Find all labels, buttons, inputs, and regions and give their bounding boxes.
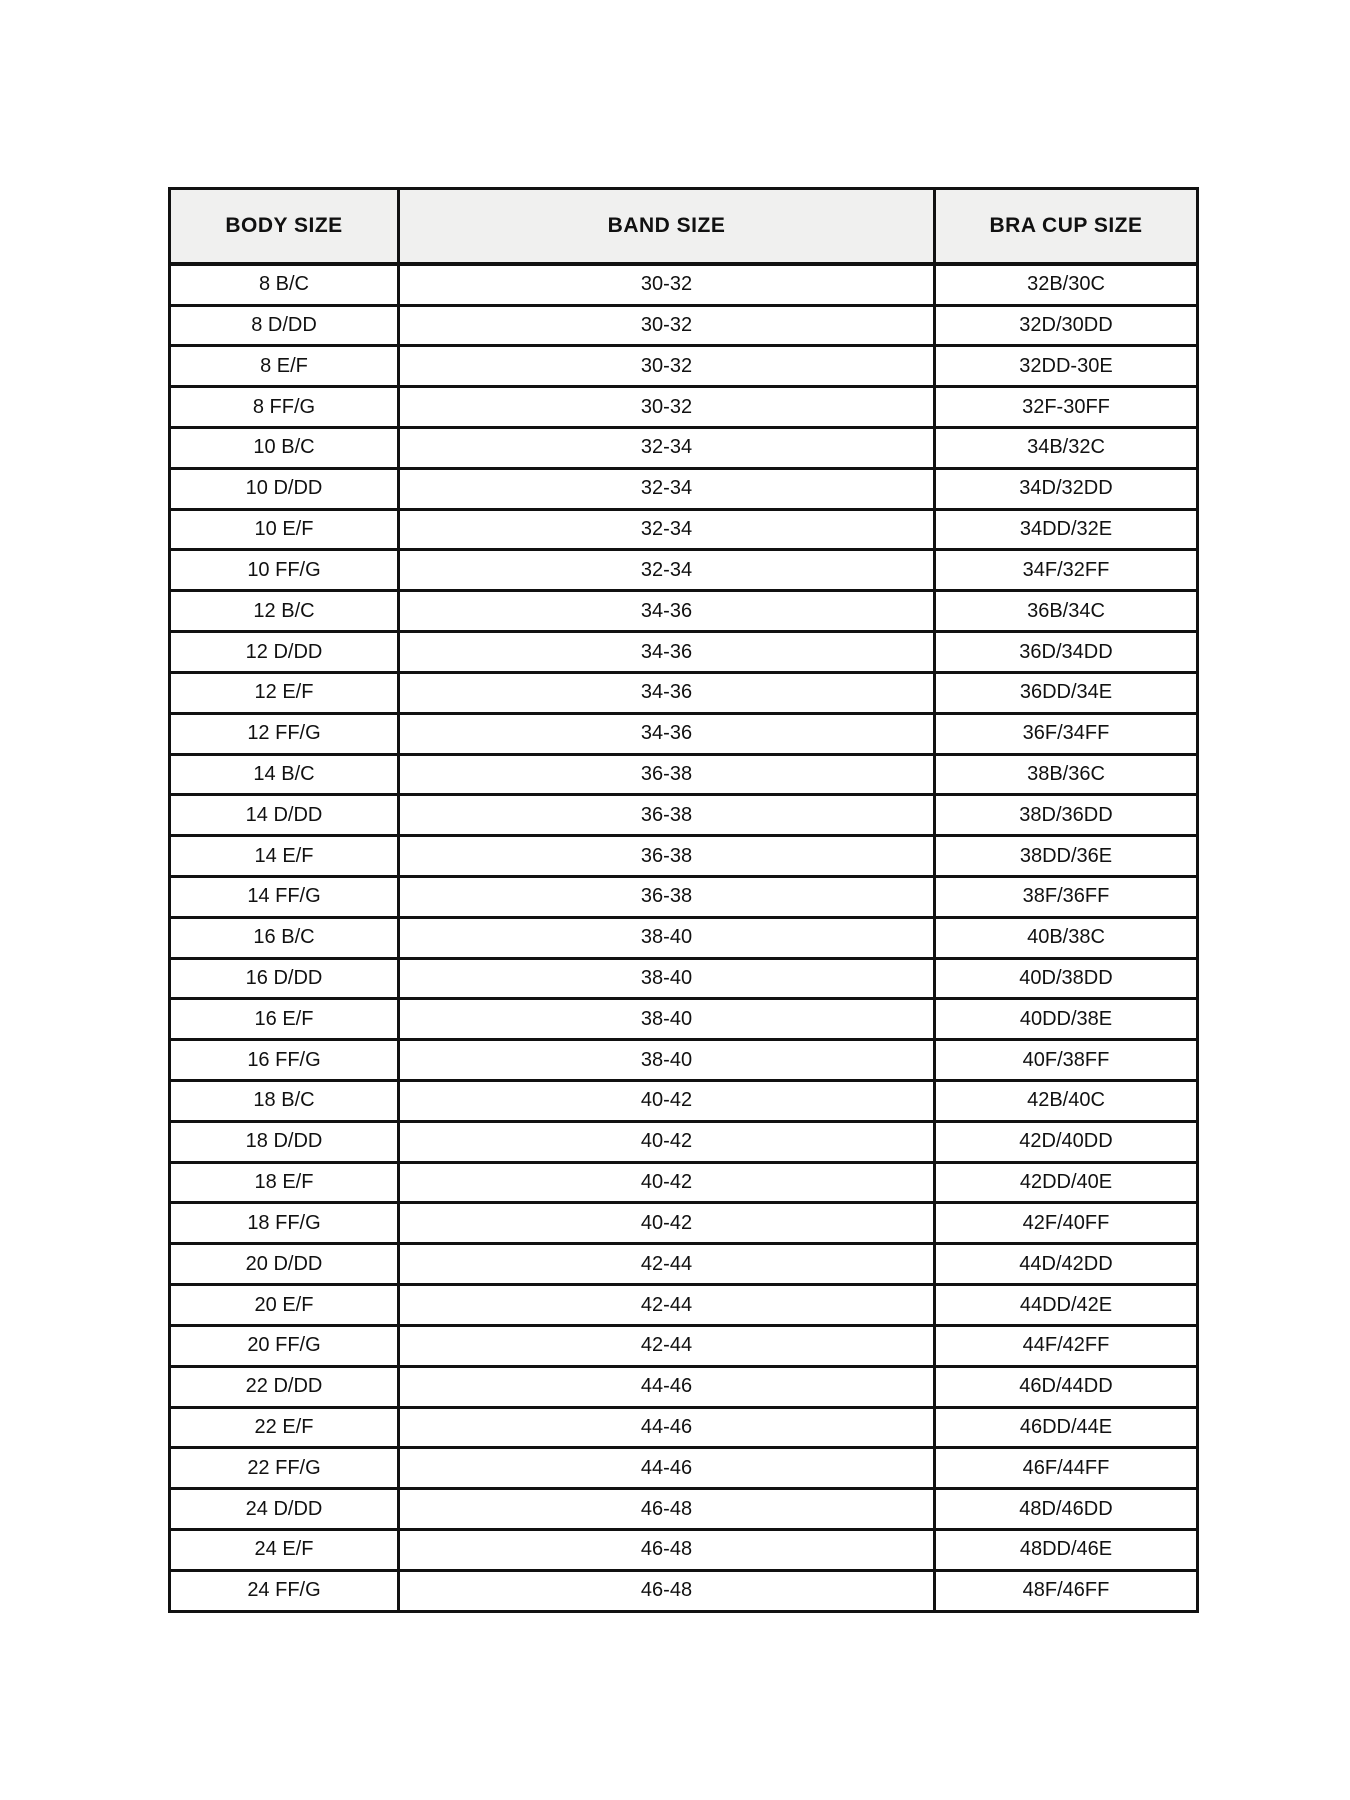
- bra-cup-size-cell: 34B/32C: [935, 428, 1198, 469]
- table-row: [170, 1162, 1198, 1203]
- body-size-cell: 20 D/DD: [170, 1244, 399, 1285]
- band-size-cell: 36-38: [399, 795, 935, 836]
- band-size-cell: 44-46: [399, 1366, 935, 1407]
- body-size-cell: 12 D/DD: [170, 632, 399, 673]
- body-size-cell: 24 FF/G: [170, 1570, 399, 1611]
- body-size-cell: 14 D/DD: [170, 795, 399, 836]
- band-size-cell: 44-46: [399, 1448, 935, 1489]
- bra-cup-size-cell: 42B/40C: [935, 1081, 1198, 1122]
- body-size-cell: 18 B/C: [170, 1081, 399, 1122]
- band-size-cell: 32-34: [399, 509, 935, 550]
- bra-cup-size-cell: 42D/40DD: [935, 1121, 1198, 1162]
- table-row: [170, 1121, 1198, 1162]
- band-size-cell: 42-44: [399, 1325, 935, 1366]
- bra-cup-size-cell: 32B/30C: [935, 264, 1198, 306]
- band-size-cell: 34-36: [399, 632, 935, 673]
- bra-cup-size-cell: 46DD/44E: [935, 1407, 1198, 1448]
- table-row: [170, 713, 1198, 754]
- bra-cup-size-cell: 34DD/32E: [935, 509, 1198, 550]
- body-size-cell: 12 FF/G: [170, 713, 399, 754]
- size-chart: [168, 187, 1196, 1613]
- table-row: [170, 428, 1198, 469]
- table-body: [170, 264, 1198, 1612]
- table-row: [170, 1366, 1198, 1407]
- body-size-cell: 8 B/C: [170, 264, 399, 306]
- table-row: [170, 468, 1198, 509]
- body-size-cell: 10 FF/G: [170, 550, 399, 591]
- bra-cup-size-cell: 44D/42DD: [935, 1244, 1198, 1285]
- table-row: [170, 305, 1198, 346]
- bra-cup-size-cell: 46D/44DD: [935, 1366, 1198, 1407]
- band-size-cell: 34-36: [399, 591, 935, 632]
- body-size-cell: 10 E/F: [170, 509, 399, 550]
- bra-cup-size-cell: 36F/34FF: [935, 713, 1198, 754]
- table-row: [170, 1448, 1198, 1489]
- band-size-cell: 30-32: [399, 264, 935, 306]
- bra-cup-size-cell: 32F-30FF: [935, 387, 1198, 428]
- table-row: [170, 672, 1198, 713]
- bra-cup-size-cell: 42F/40FF: [935, 1203, 1198, 1244]
- bra-cup-size-cell: 40DD/38E: [935, 999, 1198, 1040]
- body-size-cell: 18 FF/G: [170, 1203, 399, 1244]
- band-size-cell: 46-48: [399, 1570, 935, 1611]
- body-size-cell: 16 B/C: [170, 917, 399, 958]
- body-size-cell: 24 D/DD: [170, 1489, 399, 1530]
- band-size-cell: 38-40: [399, 1040, 935, 1081]
- band-size-cell: 40-42: [399, 1203, 935, 1244]
- table-row: [170, 1040, 1198, 1081]
- bra-cup-size-cell: 32DD-30E: [935, 346, 1198, 387]
- body-size-cell: 22 D/DD: [170, 1366, 399, 1407]
- table-row: [170, 917, 1198, 958]
- table-row: [170, 1407, 1198, 1448]
- band-size-cell: 36-38: [399, 836, 935, 877]
- table-row: [170, 387, 1198, 428]
- body-size-cell: 22 E/F: [170, 1407, 399, 1448]
- body-size-cell: 10 B/C: [170, 428, 399, 469]
- bra-cup-size-cell: 38DD/36E: [935, 836, 1198, 877]
- band-size-cell: 40-42: [399, 1121, 935, 1162]
- band-size-cell: 30-32: [399, 346, 935, 387]
- table-row: [170, 999, 1198, 1040]
- body-size-cell: 16 FF/G: [170, 1040, 399, 1081]
- bra-cup-size-cell: 42DD/40E: [935, 1162, 1198, 1203]
- band-size-cell: 36-38: [399, 876, 935, 917]
- column-header-body-size: BODY SIZE: [170, 189, 399, 264]
- body-size-cell: 20 E/F: [170, 1285, 399, 1326]
- table-row: [170, 754, 1198, 795]
- bra-cup-size-cell: 36DD/34E: [935, 672, 1198, 713]
- body-size-cell: 8 E/F: [170, 346, 399, 387]
- body-size-cell: 24 E/F: [170, 1529, 399, 1570]
- body-size-cell: 8 FF/G: [170, 387, 399, 428]
- band-size-cell: 34-36: [399, 713, 935, 754]
- band-size-cell: 42-44: [399, 1244, 935, 1285]
- body-size-cell: 18 E/F: [170, 1162, 399, 1203]
- bra-cup-size-cell: 38B/36C: [935, 754, 1198, 795]
- body-size-cell: 14 FF/G: [170, 876, 399, 917]
- bra-cup-size-cell: 32D/30DD: [935, 305, 1198, 346]
- bra-cup-size-cell: 40D/38DD: [935, 958, 1198, 999]
- size-chart-table: [168, 187, 1199, 1613]
- band-size-cell: 32-34: [399, 550, 935, 591]
- band-size-cell: 30-32: [399, 305, 935, 346]
- table-row: [170, 836, 1198, 877]
- band-size-cell: 32-34: [399, 428, 935, 469]
- body-size-cell: 16 E/F: [170, 999, 399, 1040]
- body-size-cell: 14 E/F: [170, 836, 399, 877]
- band-size-cell: 34-36: [399, 672, 935, 713]
- body-size-cell: 22 FF/G: [170, 1448, 399, 1489]
- band-size-cell: 38-40: [399, 917, 935, 958]
- column-header-band-size: BAND SIZE: [399, 189, 935, 264]
- table-row: [170, 795, 1198, 836]
- band-size-cell: 32-34: [399, 468, 935, 509]
- header-row: [170, 189, 1198, 264]
- table-row: [170, 1489, 1198, 1530]
- bra-cup-size-cell: 38F/36FF: [935, 876, 1198, 917]
- table-row: [170, 632, 1198, 673]
- body-size-cell: 16 D/DD: [170, 958, 399, 999]
- band-size-cell: 30-32: [399, 387, 935, 428]
- body-size-cell: 14 B/C: [170, 754, 399, 795]
- bra-cup-size-cell: 44F/42FF: [935, 1325, 1198, 1366]
- band-size-cell: 36-38: [399, 754, 935, 795]
- table-row: [170, 1570, 1198, 1611]
- bra-cup-size-cell: 36B/34C: [935, 591, 1198, 632]
- bra-cup-size-cell: 38D/36DD: [935, 795, 1198, 836]
- bra-cup-size-cell: 34F/32FF: [935, 550, 1198, 591]
- table-row: [170, 346, 1198, 387]
- column-header-bra-cup-size: BRA CUP SIZE: [935, 189, 1198, 264]
- table-row: [170, 1081, 1198, 1122]
- bra-cup-size-cell: 46F/44FF: [935, 1448, 1198, 1489]
- band-size-cell: 42-44: [399, 1285, 935, 1326]
- table-row: [170, 509, 1198, 550]
- band-size-cell: 44-46: [399, 1407, 935, 1448]
- table-row: [170, 1244, 1198, 1285]
- bra-cup-size-cell: 48DD/46E: [935, 1529, 1198, 1570]
- body-size-cell: 12 B/C: [170, 591, 399, 632]
- table-row: [170, 958, 1198, 999]
- band-size-cell: 46-48: [399, 1529, 935, 1570]
- band-size-cell: 40-42: [399, 1081, 935, 1122]
- body-size-cell: 10 D/DD: [170, 468, 399, 509]
- bra-cup-size-cell: 36D/34DD: [935, 632, 1198, 673]
- bra-cup-size-cell: 44DD/42E: [935, 1285, 1198, 1326]
- table-row: [170, 1325, 1198, 1366]
- bra-cup-size-cell: 40F/38FF: [935, 1040, 1198, 1081]
- bra-cup-size-cell: 48D/46DD: [935, 1489, 1198, 1530]
- table-row: [170, 1529, 1198, 1570]
- band-size-cell: 38-40: [399, 958, 935, 999]
- bra-cup-size-cell: 40B/38C: [935, 917, 1198, 958]
- table-row: [170, 1285, 1198, 1326]
- band-size-cell: 46-48: [399, 1489, 935, 1530]
- body-size-cell: 18 D/DD: [170, 1121, 399, 1162]
- body-size-cell: 20 FF/G: [170, 1325, 399, 1366]
- table-row: [170, 1203, 1198, 1244]
- body-size-cell: 12 E/F: [170, 672, 399, 713]
- table-row: [170, 591, 1198, 632]
- table-row: [170, 550, 1198, 591]
- band-size-cell: 40-42: [399, 1162, 935, 1203]
- body-size-cell: 8 D/DD: [170, 305, 399, 346]
- band-size-cell: 38-40: [399, 999, 935, 1040]
- table-row: [170, 264, 1198, 306]
- table-row: [170, 876, 1198, 917]
- bra-cup-size-cell: 48F/46FF: [935, 1570, 1198, 1611]
- bra-cup-size-cell: 34D/32DD: [935, 468, 1198, 509]
